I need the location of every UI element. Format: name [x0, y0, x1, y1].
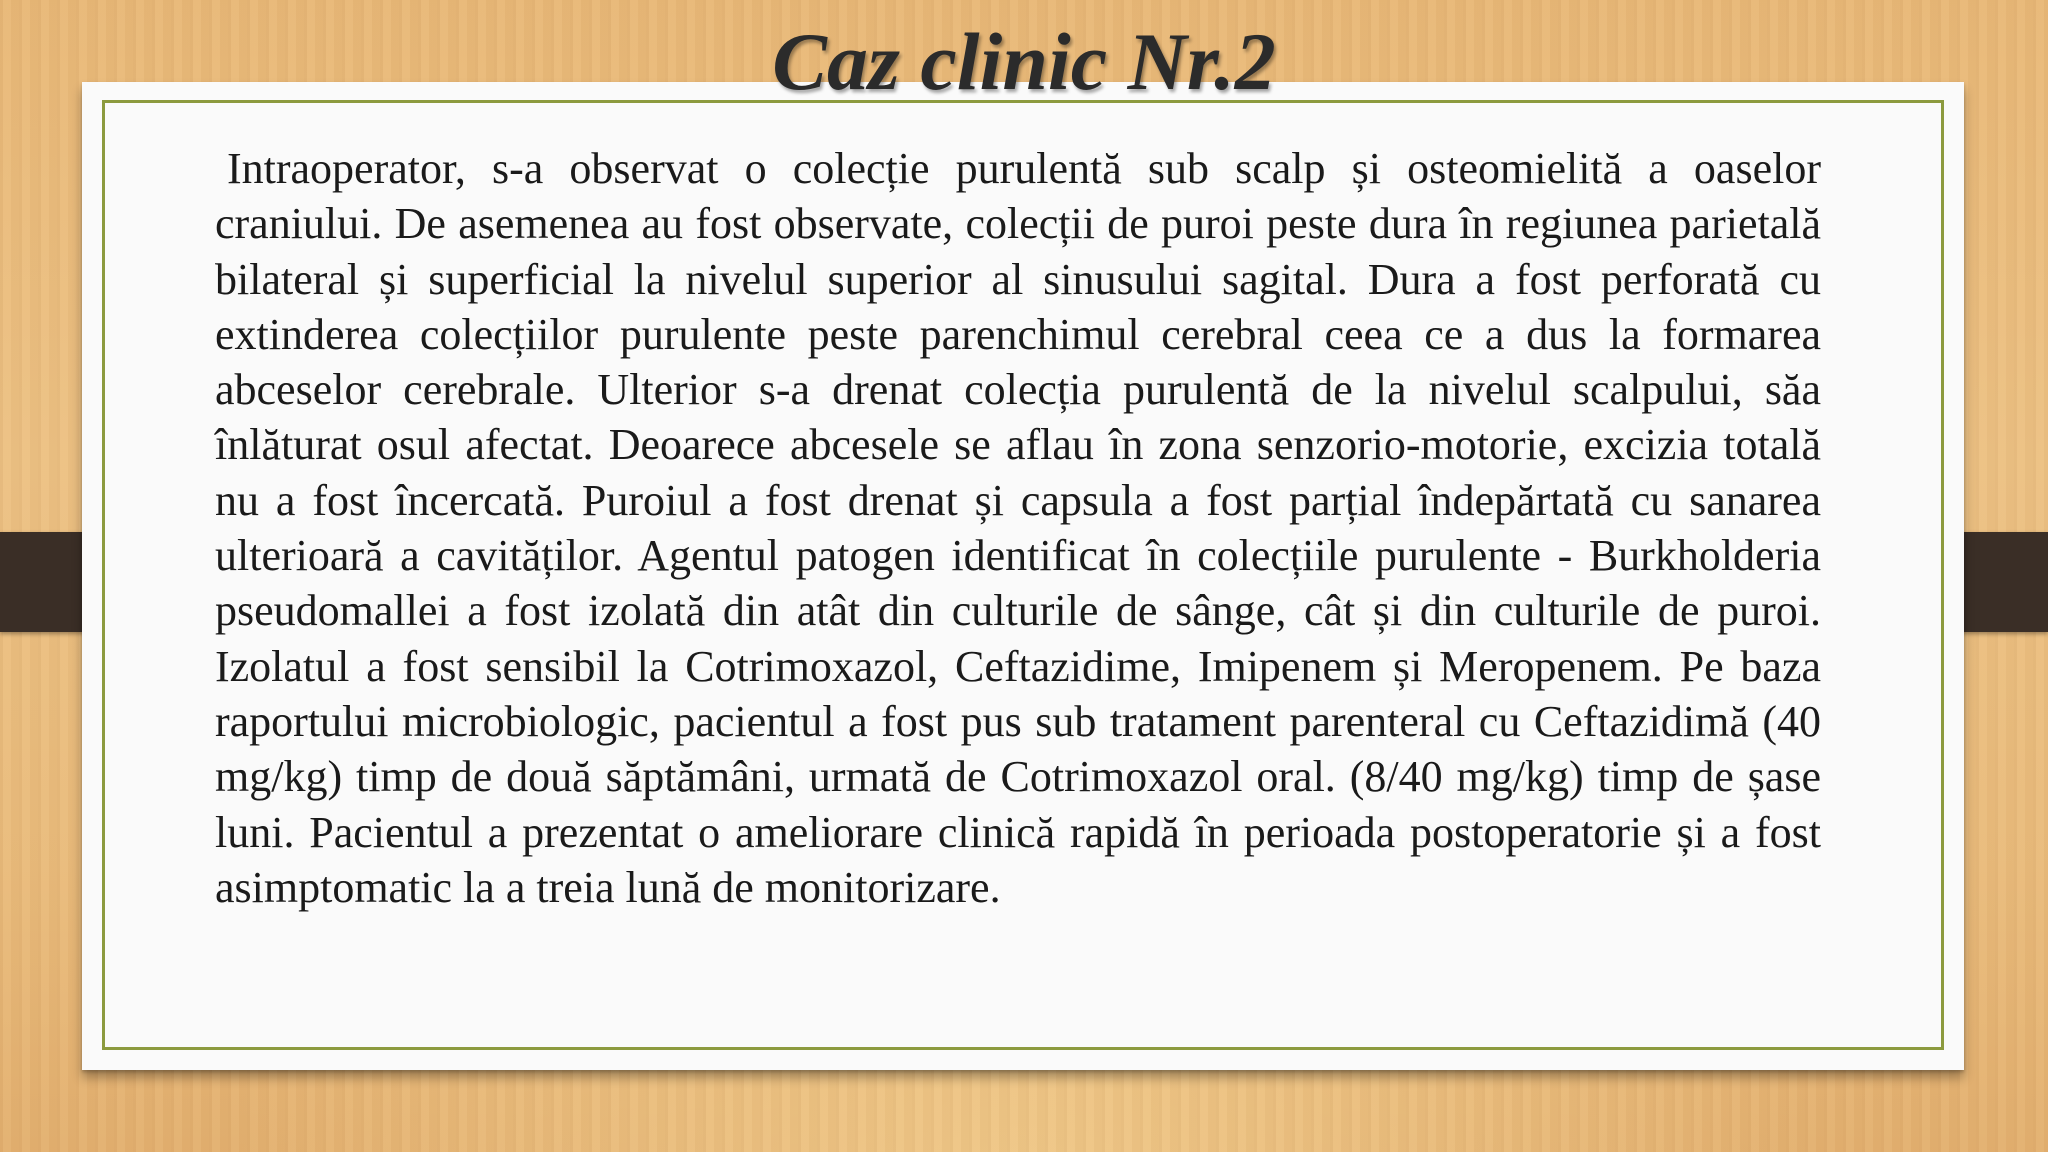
slide-title: Caz clinic Nr.2 [772, 16, 1276, 107]
slide-body-text: Intraoperator, s-a observat o colecție purulentă sub scalp și osteomielită a oaselor craniului. De asemenea au fost observate, colecții de puroi peste dura în regiunea parietală bilateral și superficial la nivelul superior al sinusului sagital. Dura a fost perforată cu extinderea colecțiilor purulente peste parenchimul cerebral ceea ce a dus la formarea abceselor cerebrale. Ulterior s-a drenat colecția purulentă de la nivelul scalpului, săa înlăturat osul afectat. Deoarece abcesele se aflau în zona senzorio-motorie, excizia totală nu a fost încercată. Puroiul a fost drenat și capsula a fost parțial îndepărtată cu sanarea ulterioară a cavităților. Agentul patogen identificat în colecțiile purulente - Burkholderia pseudomallei a fost izolată din atât din culturile de sânge, cât și din culturile de puroi. Izolatul a fost sensibil la Cotrimoxazol, Ceftazidime, Imipenem și Meropenem. Pe baza raportului microbiologic, pacientul a fost pus sub tratament parenteral cu Ceftazidimă (40 mg/kg) timp de două săptămâni, urmată de Cotrimoxazol oral. (8/40 mg/kg) timp de șase luni. Pacientul a prezentat o ameliorare clinică rapidă în perioada postoperatorie și a fost asimptomatic la a treia lună de monitorizare. [215, 144, 1821, 912]
